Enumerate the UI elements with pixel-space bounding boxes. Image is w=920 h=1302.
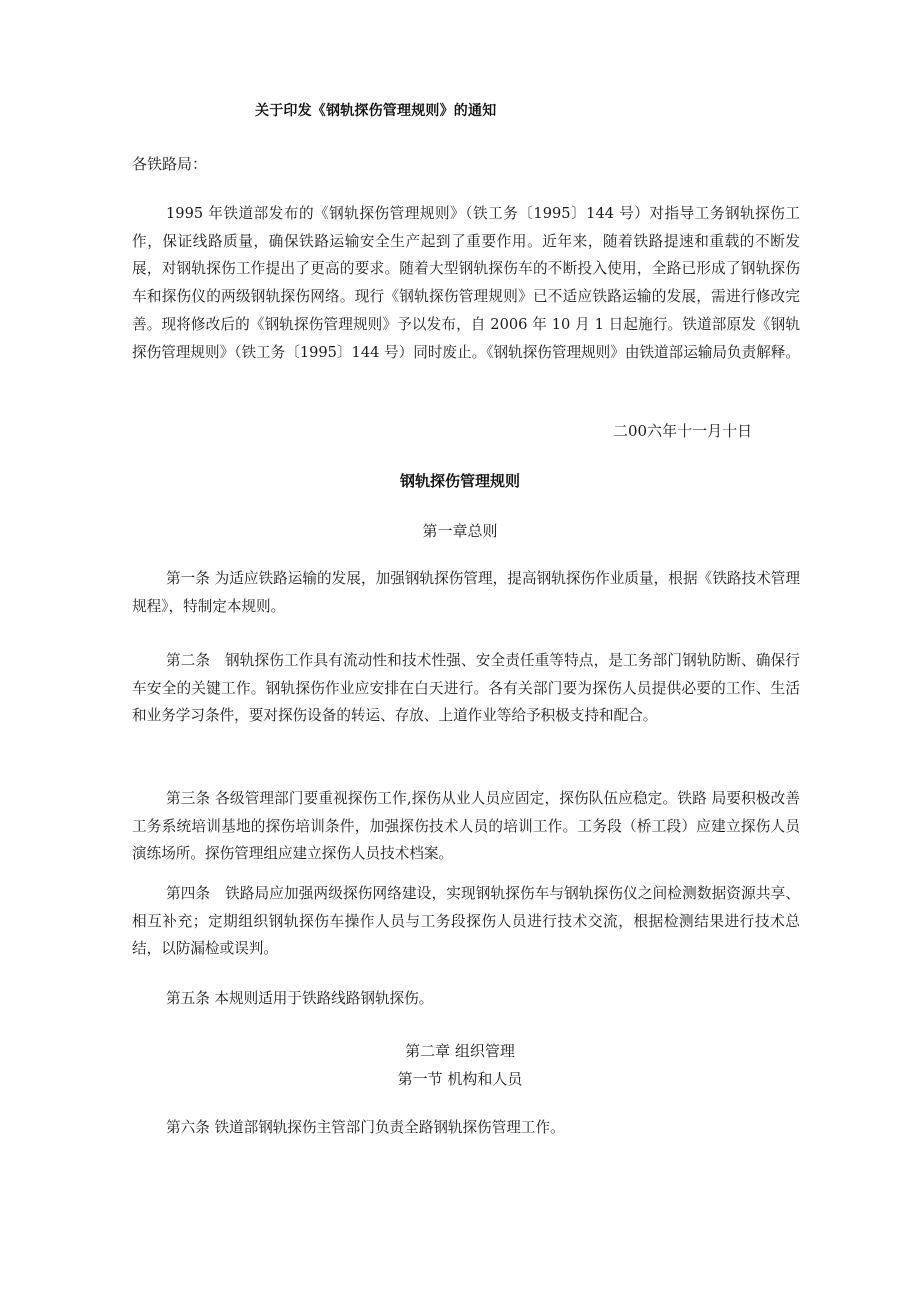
salutation: 各铁路局： xyxy=(132,155,208,173)
article-6: 第六条 铁道部钢轨探伤主管部门负责全路钢轨探伤管理工作。 xyxy=(166,1119,565,1136)
chapter-2-heading: 第二章 组织管理 xyxy=(405,1042,515,1060)
section-1-heading: 第一节 机构和人员 xyxy=(397,1070,523,1088)
rules-title: 钢轨探伤管理规则 xyxy=(399,472,520,490)
chapter-1-heading: 第一章总则 xyxy=(422,522,498,540)
article-4: 第四条 铁路局应加强两级探伤网络建设，实现钢轨探伤车与钢轨探伤仪之间检测数据资源共享、相互补充；定期组织钢轨探伤车操作人员与工务段探伤人员进行技术交流，根据检测结果进行技术总结，以防漏检或误判。 xyxy=(132,885,800,958)
article-3: 第三条 各级管理部门要重视探伤工作,探伤从业人员应固定，探伤队伍应稳定。铁路 局要积极改善工务系统培训基地的探伤培训条件，加强探伤技术人员的培训工作。工务段（桥工段）应建立探伤人员演练场所。探伤管理组应建立探伤人员技术档案。 xyxy=(132,790,800,863)
article-1: 第一条 为适应铁路运输的发展，加强钢轨探伤管理，提高钢轨探伤作业质量，根据《铁路技术管理规程》，特制定本规则。 xyxy=(132,570,800,615)
notice-body: 1995 年铁道部发布的《钢轨探伤管理规则》（铁工务〔1995〕144 号）对指导工务钢轨探伤工作，保证线路质量，确保铁路运输安全生产起到了重要作用。近年来，随着铁路提速和重载的不断发展，对钢轨探伤工作提出了更高的要求。随着大型钢轨探伤车的不断投入使用，全路已形成了钢轨探伤车和探伤仪的两级钢轨探伤网络。现行《钢轨探伤管理规则》已不适应铁路运输的发展，需进行修改完善。现将修改后的《钢轨探伤管理规则》予以发布，自 2006 年 10 月 1 日起施行。铁道部原发《钢轨探伤管理规则》（铁工务〔1995〕144 号）同时废止。《钢轨探伤管理规则》由铁道部运输局负责解释。 xyxy=(132,205,800,361)
notice-title: 关于印发《钢轨探伤管理规则》的通知 xyxy=(255,103,497,119)
notice-date: 二00六年十一月十日 xyxy=(613,422,753,440)
article-5: 第五条 本规则适用于铁路线路钢轨探伤。 xyxy=(166,990,434,1007)
article-2: 第二条 钢轨探伤工作具有流动性和技术性强、安全责任重等特点，是工务部门钢轨防断、确保行车安全的关键工作。钢轨探伤作业应安排在白天进行。各有关部门要为探伤人员提供必要的工作、生活和业务学习条件，要对探伤设备的转运、存放、上道作业等给予积极支持和配合。 xyxy=(132,652,800,725)
